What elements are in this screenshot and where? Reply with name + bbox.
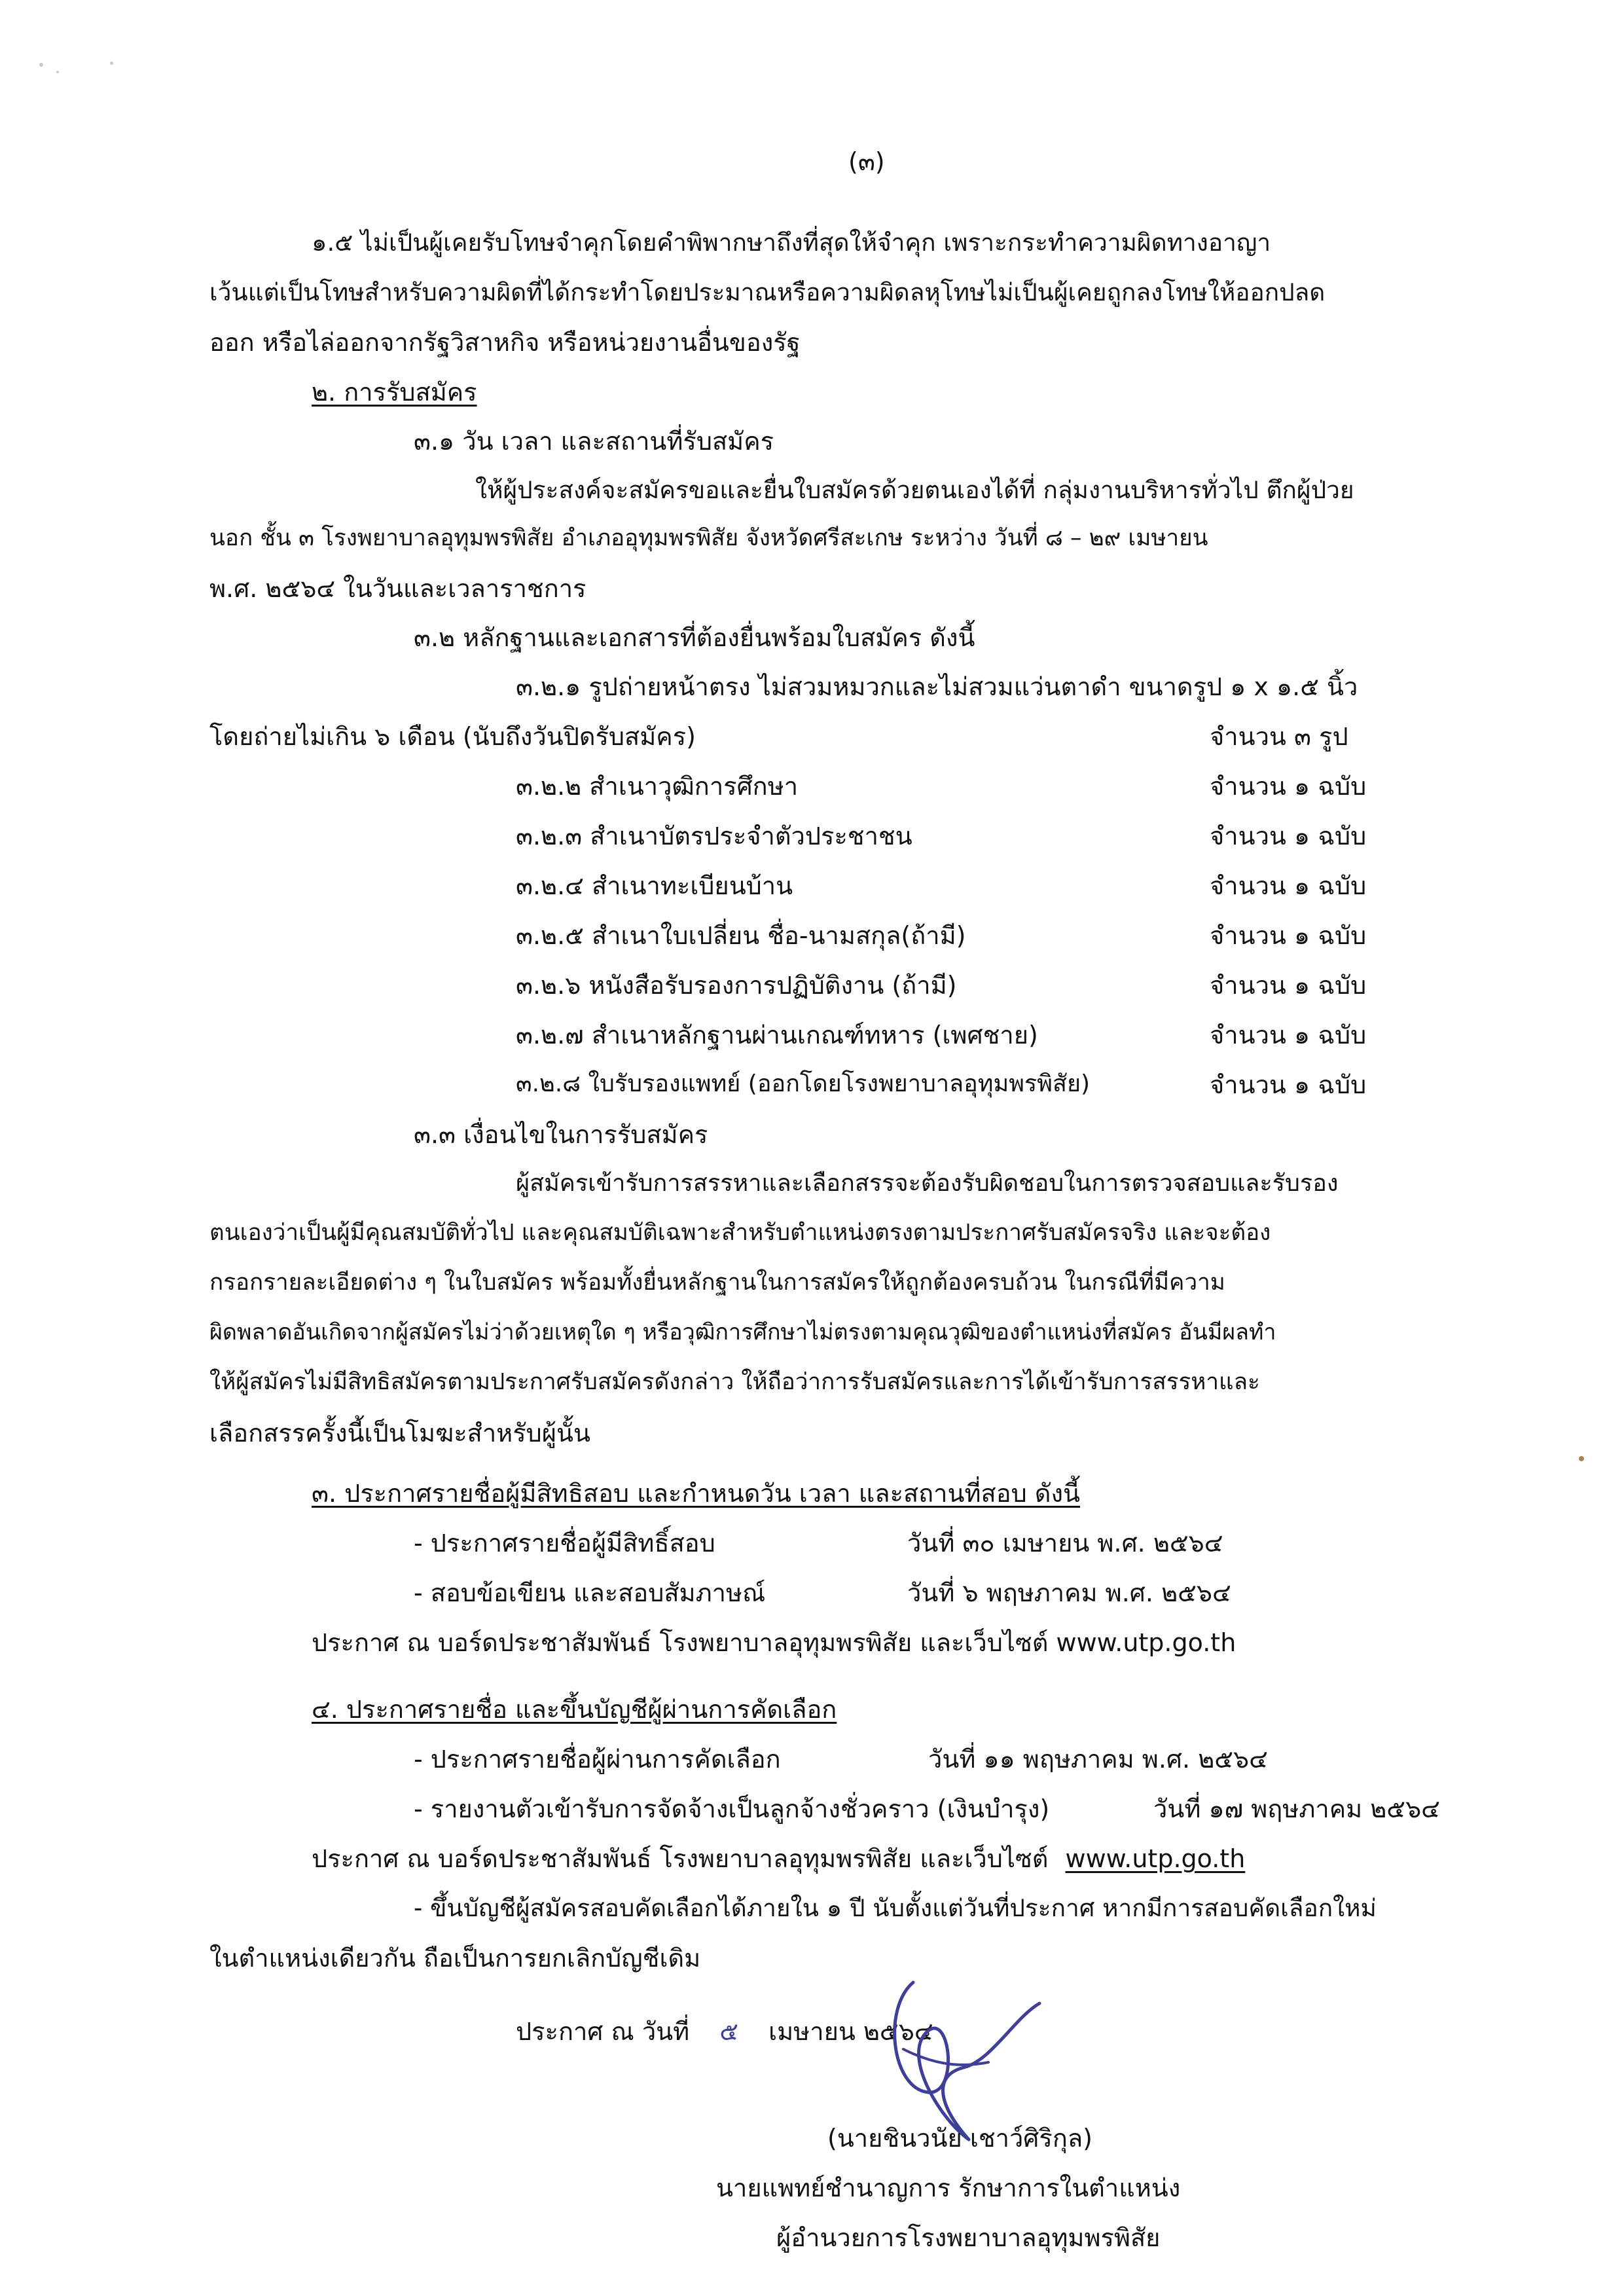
signer-title-line2: ผู้อำนวยการโรงพยาบาลอุทุมพรพิสัย (776, 2223, 1161, 2252)
section3-notice: ประกาศ ณ บอร์ดประชาสัมพันธ์ โรงพยาบาลอุทุมพรพิสัย และเว็บไซต์ www.utp.go.th (312, 1628, 1236, 1657)
schedule-item-date: วันที่ ๖ พฤษภาคม พ.ศ. ๒๕๖๔ (907, 1578, 1231, 1607)
announce-month-year: เมษายน ๒๕๖๔ (768, 2017, 933, 2046)
conditions-line: เลือกสรรครั้งนี้เป็นโมฆะสำหรับผู้นั้น (209, 1419, 590, 1448)
section3-heading: ๓. ประกาศรายชื่อผู้มีสิทธิสอบ และกำหนดวัน เวลา และสถานที่สอบ ดังนี้ (312, 1479, 1080, 1508)
conditions-line: ผู้สมัครเข้ารับการสรรหาและเลือกสรรจะต้องรับผิดชอบในการตรวจสอบและรับรอง (516, 1170, 1339, 1197)
para-1-5-line1: ๑.๕ ไม่เป็นผู้เคยรับโทษจำคุกโดยคำพิพากษาถึงที่สุดให้จำคุก เพราะกระทำความผิดทางอาญา (312, 228, 1271, 257)
para-1-5-line2: เว้นแต่เป็นโทษสำหรับความผิดที่ได้กระทำโดยประมาณหรือความผิดลหุโทษไม่เป็นผู้เคยถูกลงโทษให้ออกปลด (209, 278, 1326, 306)
section4-heading: ๔. ประกาศรายชื่อ และขึ้นบัญชีผู้ผ่านการคัดเลือก (312, 1695, 837, 1724)
doc-qty: จำนวน ๑ ฉบับ (1210, 822, 1367, 850)
website-link[interactable]: www.utp.go.th (1065, 1844, 1246, 1873)
scan-speck (1579, 1456, 1584, 1461)
page-number: (๓) (848, 147, 885, 176)
list-validity-line1: - ขึ้นบัญชีผู้สมัครสอบคัดเลือกได้ภายใน ๑ ปี นับตั้งแต่วันที่ประกาศ หากมีการสอบคัดเลือกใหม่ (414, 1894, 1377, 1922)
doc-label: ๓.๒.๘ ใบรับรองแพทย์ (ออกโดยโรงพยาบาลอุทุมพรพิสัย) (516, 1070, 1091, 1097)
para-1-5-line3: ออก หรือไล่ออกจากรัฐวิสาหกิจ หรือหน่วยงานอื่นของรัฐ (209, 328, 801, 357)
section3-1-line3: พ.ศ. ๒๕๖๔ ในวันและเวลาราชการ (209, 574, 586, 603)
doc-qty: จำนวน ๑ ฉบับ (1210, 1070, 1367, 1099)
conditions-line: ตนเองว่าเป็นผู้มีคุณสมบัติทั่วไป และคุณสมบัติเฉพาะสำหรับตำแหน่งตรงตามประกาศรับสมัครจริง และจะต้อง (209, 1220, 1271, 1246)
scan-speck (56, 71, 59, 73)
conditions-line: ให้ผู้สมัครไม่มีสิทธิสมัครตามประกาศรับสมัครดังกล่าว ให้ถือว่าการรับสมัครและการได้เข้ารับการสรรหาและ (209, 1369, 1260, 1395)
doc-label: ๓.๒.๒ สำเนาวุฒิการศึกษา (516, 772, 799, 801)
doc-photo-qty: จำนวน ๓ รูป (1210, 722, 1348, 751)
doc-qty: จำนวน ๑ ฉบับ (1210, 921, 1367, 950)
doc-label: ๓.๒.๗ สำเนาหลักฐานผ่านเกณฑ์ทหาร (เพศชาย) (516, 1021, 1038, 1049)
section3-2-heading: ๓.๒ หลักฐานและเอกสารที่ต้องยื่นพร้อมใบสมัคร ดังนี้ (414, 623, 975, 652)
section3-1-heading: ๓.๑ วัน เวลา และสถานที่รับสมัคร (414, 427, 774, 456)
doc-label: ๓.๒.๓ สำเนาบัตรประจำตัวประชาชน (516, 822, 912, 850)
result-item-label: - ประกาศรายชื่อผู้ผ่านการคัดเลือก (414, 1745, 781, 1774)
conditions-line: กรอกรายละเอียดต่าง ๆ ในใบสมัคร พร้อมทั้งยื่นหลักฐานในการสมัครให้ถูกต้องครบถ้วน ในกรณีที่มีความ (209, 1269, 1225, 1296)
doc-photo-label-line2: โดยถ่ายไม่เกิน ๖ เดือน (นับถึงวันปิดรับสมัคร) (209, 722, 696, 751)
doc-label: ๓.๒.๕ สำเนาใบเปลี่ยน ชื่อ-นามสกุล(ถ้ามี) (516, 921, 966, 950)
scan-speck (39, 63, 43, 67)
schedule-item-label: - ประกาศรายชื่อผู้มีสิทธิ์สอบ (414, 1529, 715, 1558)
conditions-line: ผิดพลาดอันเกิดจากผู้สมัครไม่ว่าด้วยเหตุใด ๆ หรือวุฒิการศึกษาไม่ตรงตามคุณวุฒิของตำแหน่งที่สมัคร อันมีผลทำ (209, 1319, 1276, 1345)
doc-qty: จำนวน ๑ ฉบับ (1210, 871, 1367, 900)
doc-qty: จำนวน ๑ ฉบับ (1210, 772, 1367, 801)
announce-day: ๕ (719, 2017, 739, 2046)
schedule-item-label: - สอบข้อเขียน และสอบสัมภาษณ์ (414, 1578, 766, 1607)
schedule-item-date: วันที่ ๓๐ เมษายน พ.ศ. ๒๕๖๔ (907, 1529, 1223, 1558)
section3-1-line1: ให้ผู้ประสงค์จะสมัครขอและยื่นใบสมัครด้วยตนเองได้ที่ กลุ่มงานบริหารทั่วไป ตึกผู้ป่วย (475, 476, 1354, 504)
report-item-label: - รายงานตัวเข้ารับการจัดจ้างเป็นลูกจ้างชั่วคราว (เงินบำรุง) (414, 1795, 1050, 1823)
announce-prefix: ประกาศ ณ วันที่ (516, 2017, 690, 2046)
doc-label: ๓.๒.๖ หนังสือรับรองการปฏิบัติงาน (ถ้ามี) (516, 971, 957, 1000)
report-item-date: วันที่ ๑๗ พฤษภาคม ๒๕๖๔ (1153, 1795, 1440, 1823)
doc-label: ๓.๒.๔ สำเนาทะเบียนบ้าน (516, 871, 793, 900)
doc-qty: จำนวน ๑ ฉบับ (1210, 971, 1367, 1000)
doc-qty: จำนวน ๑ ฉบับ (1210, 1021, 1367, 1049)
section4-notice-text: ประกาศ ณ บอร์ดประชาสัมพันธ์ โรงพยาบาลอุทุมพรพิสัย และเว็บไซต์ (312, 1844, 1049, 1873)
doc-photo-label: ๓.๒.๑ รูปถ่ายหน้าตรง ไม่สวมหมวกและไม่สวมแว่นตาดำ ขนาดรูป ๑ x ๑.๕ นิ้ว (516, 672, 1358, 701)
section3-1-line2: นอก ชั้น ๓ โรงพยาบาลอุทุมพรพิสัย อำเภออุทุมพรพิสัย จังหวัดศรีสะเกษ ระหว่าง วันที่ ๘ – ๒๙ เมษายน (209, 525, 1208, 551)
result-item-date: วันที่ ๑๑ พฤษภาคม พ.ศ. ๒๕๖๔ (928, 1745, 1268, 1774)
list-validity-line2: ในตำแหน่งเดียวกัน ถือเป็นการยกเลิกบัญชีเดิม (209, 1944, 701, 1973)
section2-heading: ๒. การรับสมัคร (312, 378, 477, 407)
signer-title-line1: นายแพทย์ชำนาญการ รักษาการในตำแหน่ง (716, 2174, 1181, 2202)
scan-speck (110, 62, 113, 65)
section3-3-heading: ๓.๓ เงื่อนไขในการรับสมัคร (414, 1120, 708, 1149)
signer-name: (นายชินวนัย เชาว์ศิริกุล) (827, 2124, 1092, 2153)
section4-notice (312, 1846, 1245, 1871)
